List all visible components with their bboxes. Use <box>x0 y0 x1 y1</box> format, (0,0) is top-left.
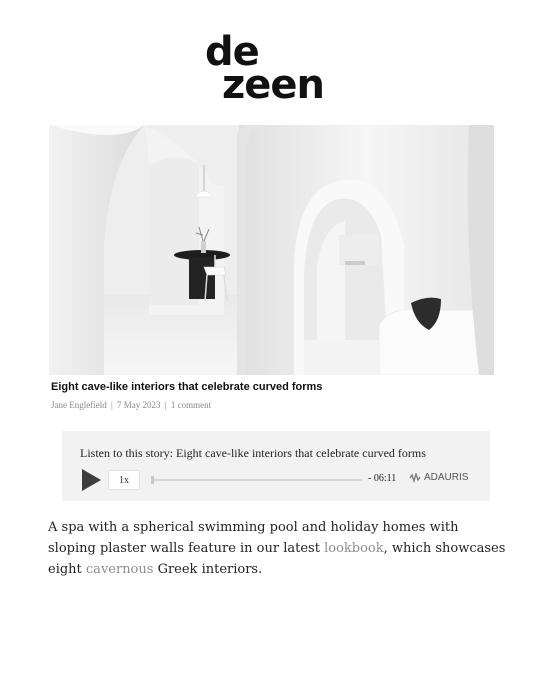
brand-name: ADAURIS <box>424 472 469 483</box>
intro-text-2: , which showcases eight <box>48 541 506 577</box>
remaining-time: - 06:11 <box>368 473 397 484</box>
audio-title: Listen to this story: Eight cave-like interiors that celebrate curved forms <box>80 446 426 460</box>
comments-link[interactable]: 1 comment <box>170 400 212 410</box>
hero-image[interactable] <box>49 125 494 375</box>
progress-handle[interactable] <box>151 476 154 484</box>
audio-player <box>62 431 490 501</box>
intro-text-1: A spa with a spherical swimming pool and holiday homes with sloping plaster walls feature in our latest <box>48 520 459 556</box>
hero-illustration <box>49 125 494 375</box>
adauris-brand[interactable] <box>409 472 468 483</box>
cavernous-link[interactable]: cavernous <box>85 562 154 577</box>
byline-separator: | <box>164 400 167 410</box>
play-button[interactable] <box>80 468 102 492</box>
publish-date: 7 May 2023 <box>117 400 161 410</box>
intro-text-3: Greek interiors. <box>153 562 263 577</box>
article-byline <box>51 400 496 410</box>
logo-line-1: de <box>205 29 259 75</box>
byline-separator: | <box>110 400 113 410</box>
author-link[interactable]: Jane Englefield <box>51 400 107 410</box>
article-headline[interactable]: Eight cave-like interiors that celebrate curved forms <box>51 381 323 393</box>
article-intro <box>48 517 508 580</box>
lookbook-link[interactable]: lookbook <box>324 541 384 556</box>
logo-line-2: zeen <box>222 62 325 108</box>
playback-speed-button[interactable]: 1x <box>108 470 140 490</box>
adauris-icon <box>409 473 421 483</box>
progress-slider[interactable] <box>152 479 362 481</box>
play-icon <box>80 468 102 492</box>
dezeen-logo[interactable] <box>205 29 345 108</box>
